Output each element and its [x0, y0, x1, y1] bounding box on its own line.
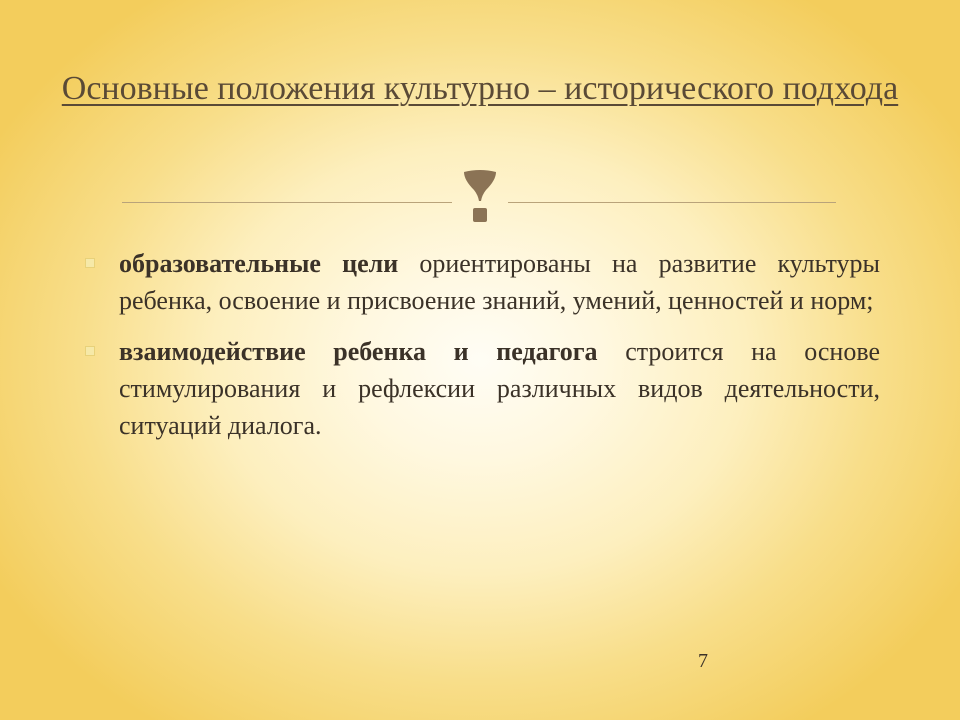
bullet-item	[85, 245, 880, 319]
title-divider-right	[508, 202, 836, 203]
slide-number: 7	[698, 650, 708, 672]
bullet-text: строится на основе стимулирования и рефлексии различных видов деятельности, ситуаций диалога.	[119, 337, 880, 440]
square-bullet-icon	[85, 258, 95, 268]
bullet-item	[85, 333, 880, 444]
bullet-text: ориентированы на развитие культуры ребенка, освоение и присвоение знаний, умений, ценностей и норм;	[119, 249, 880, 315]
bullet-bold-text: образовательные цели	[119, 249, 399, 278]
bullet-list	[85, 245, 880, 458]
exclamation-ornament-icon	[462, 170, 498, 224]
slide-title: Основные положения культурно – исторического подхода	[61, 70, 899, 107]
bullet-bold-text: взаимодействие ребенка и педагога	[119, 337, 598, 366]
square-bullet-icon	[85, 346, 95, 356]
title-divider-left	[122, 202, 452, 203]
